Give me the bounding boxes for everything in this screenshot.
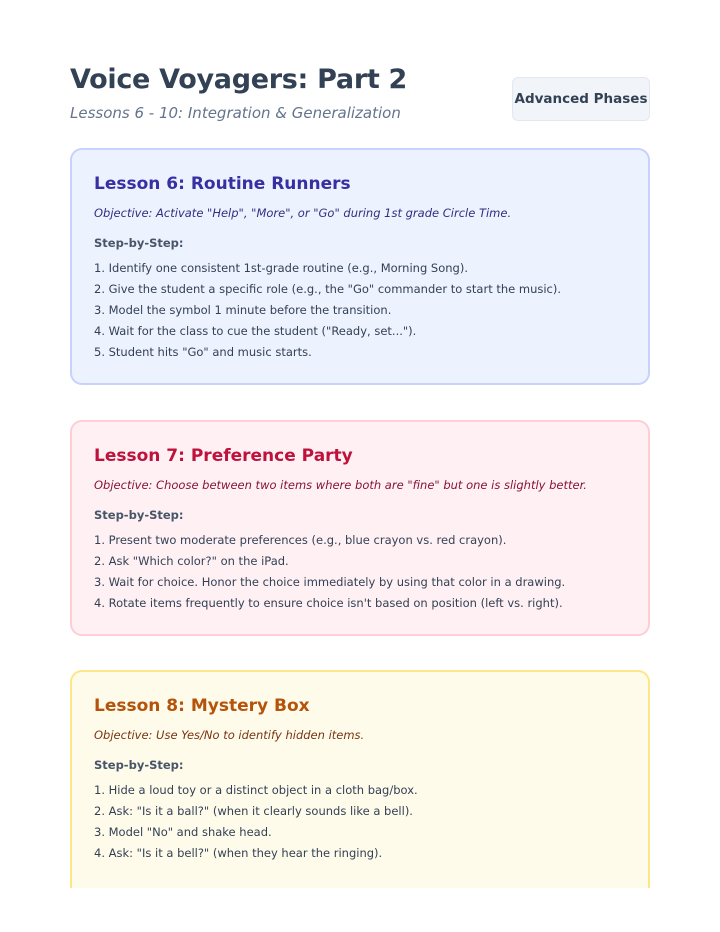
step-item: 4. Wait for the class to cue the student ("Ready, set..."). bbox=[94, 324, 417, 338]
step-item: 3. Model "No" and shake head. bbox=[94, 825, 272, 839]
lesson-objective: Objective: Choose between two items where both are "fine" but one is slightly better. bbox=[94, 478, 587, 492]
step-item: 1. Hide a loud toy or a distinct object in a cloth bag/box. bbox=[94, 783, 418, 797]
phase-badge: Advanced Phases bbox=[512, 77, 650, 121]
step-item: 4. Rotate items frequently to ensure choice isn't based on position (left vs. right). bbox=[94, 596, 563, 610]
step-item: 1. Present two moderate preferences (e.g., blue crayon vs. red crayon). bbox=[94, 533, 507, 547]
page-subtitle: Lessons 6 - 10: Integration & Generalization bbox=[70, 104, 401, 122]
page-title: Voice Voyagers: Part 2 bbox=[70, 64, 408, 95]
step-item: 4. Ask: "Is it a bell?" (when they hear the ringing). bbox=[94, 846, 383, 860]
page-header bbox=[70, 0, 650, 148]
lesson-page bbox=[70, 0, 650, 860]
step-item: 3. Model the symbol 1 minute before the transition. bbox=[94, 303, 392, 317]
lesson-objective: Objective: Use Yes/No to identify hidden items. bbox=[94, 728, 365, 742]
steps-list bbox=[94, 530, 626, 614]
steps-label: Step-by-Step: bbox=[94, 236, 184, 250]
steps-list bbox=[94, 780, 626, 864]
lesson-title: Lesson 8: Mystery Box bbox=[94, 696, 310, 716]
step-item: 1. Identify one consistent 1st-grade routine (e.g., Morning Song). bbox=[94, 261, 468, 275]
lesson-objective: Objective: Activate "Help", "More", or "Go" during 1st grade Circle Time. bbox=[94, 206, 512, 220]
steps-label: Step-by-Step: bbox=[94, 758, 184, 772]
steps-label: Step-by-Step: bbox=[94, 508, 184, 522]
steps-list bbox=[94, 258, 626, 363]
step-item: 2. Ask: "Is it a ball?" (when it clearly sounds like a bell). bbox=[94, 804, 413, 818]
lesson-card-6 bbox=[70, 148, 650, 385]
lesson-title: Lesson 7: Preference Party bbox=[94, 446, 353, 466]
step-item: 3. Wait for choice. Honor the choice immediately by using that color in a drawing. bbox=[94, 575, 566, 589]
step-item: 5. Student hits "Go" and music starts. bbox=[94, 345, 312, 359]
lesson-card-8 bbox=[70, 670, 650, 910]
step-item: 2. Give the student a specific role (e.g., the "Go" commander to start the music). bbox=[94, 282, 562, 296]
lesson-title: Lesson 6: Routine Runners bbox=[94, 174, 351, 194]
step-item: 2. Ask "Which color?" on the iPad. bbox=[94, 554, 289, 568]
page-bottom-margin bbox=[0, 888, 720, 932]
lesson-card-7 bbox=[70, 420, 650, 636]
